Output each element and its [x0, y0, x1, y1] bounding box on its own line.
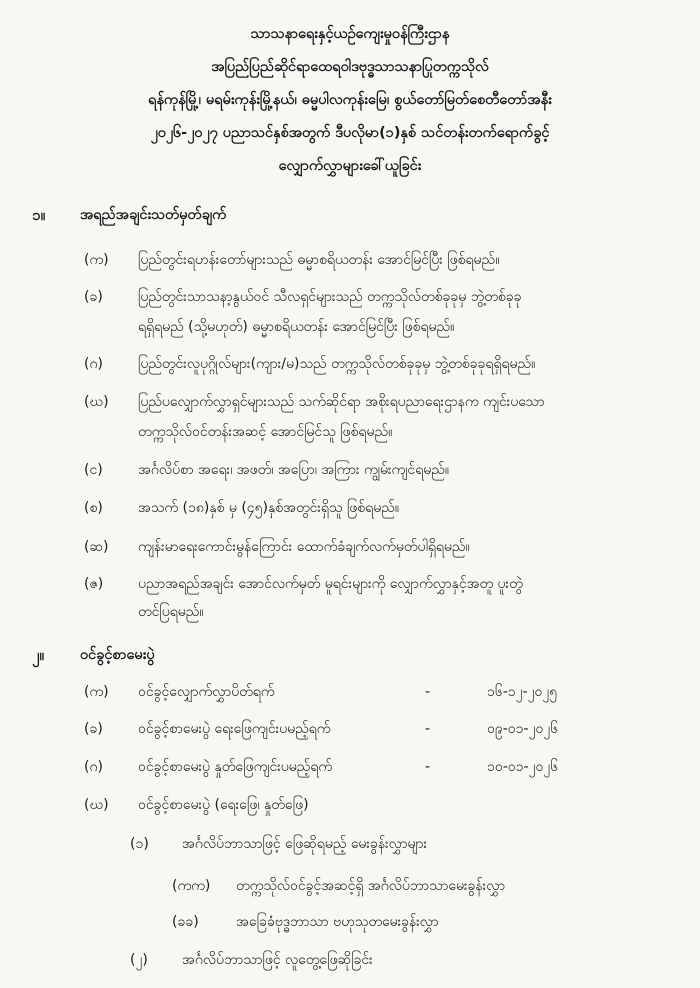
section-2-number: ၂။	[32, 646, 44, 664]
item-text: တင်ပြရမည်။	[138, 604, 204, 620]
schedule-label: (ဂ)	[84, 759, 103, 775]
exam-subsub-text: တက္ကသိုလ်ဝင်ခွင့်အဆင့်ရှိ အင်္ဂလိပ်ဘာသာမေးခွန်းလွှာ	[236, 878, 506, 894]
item-text: ပြည်တွင်းသာသနာ့နွယ်ဝင် သီလရှင်များသည် တက္ကသိုလ်တစ်ခုခုမှ ဘွဲ့တစ်ခုခု	[138, 289, 522, 305]
item-text: ပညာအရည်အချင်း အောင်လက်မှတ် မူရင်းများကို လျှောက်လွှာနှင့်အတူ ပူးတွဲ	[138, 576, 523, 592]
schedule-date: ၀၉-၀၁-၂၀၂၆	[487, 721, 559, 737]
schedule-label: (ခ)	[84, 721, 103, 737]
section-1-title: အရည်အချင်းသတ်မှတ်ချက်	[80, 207, 227, 223]
schedule-date: ၁၆-၁၂-၂၀၂၅	[487, 684, 558, 700]
item-label: (ဂ)	[84, 356, 103, 372]
schedule-dash: -	[425, 759, 431, 775]
item-text: ပြည်တွင်းရဟန်းတော်များသည် ဓမ္မာစရိယတန်း အောင်မြင်ပြီး ဖြစ်ရမည်။	[138, 252, 500, 268]
exam-sub-text: အင်္ဂလိပ်ဘာသာဖြင့် ဖြေဆိုရမည့် မေးခွန်းလွှာများ	[182, 836, 428, 852]
ministry-title: သာသနာရေးနှင့်ယဉ်ကျေးမှုဝန်ကြီးဌာန	[250, 26, 450, 42]
item-label: (ဇ)	[84, 576, 104, 592]
item-label: (က)	[84, 252, 109, 268]
item-text: အသက် (၁၈)နှစ် မှ (၄၅)နှစ်အတွင်းရှိသူ ဖြစ်ရမည်။	[138, 500, 399, 516]
item-text: ကျန်းမာရေးကောင်းမွန်ကြောင်း ထောက်ခံချက်လက်မှတ်ပါရှိရမည်။	[138, 539, 470, 555]
section-1-number: ၁။	[32, 206, 45, 224]
schedule-label: (ဃ)	[84, 797, 109, 813]
announcement-line: ၂၀၂၆-၂၀၂၇ ပညာသင်နှစ်အတွက် ဒီပလိုမာ(၁)နှစ် သင်တန်းတက်ရောက်ခွင့်	[150, 125, 550, 141]
announcement-subject: လျှောက်လွှာများခေါ်ယူခြင်း	[278, 158, 422, 174]
item-text: ရရှိရမည် (သို့မဟုတ်) ဓမ္မာစရိယတန်း အောင်မြင်ပြီး ဖြစ်ရမည်။	[138, 319, 455, 335]
item-label: (ဃ)	[84, 394, 109, 410]
item-label: (ဆ)	[84, 539, 109, 555]
exam-sub-label: (၁)	[130, 836, 149, 852]
schedule-text: ဝင်ခွင့်စာမေးပွဲ နှုတ်ဖြေကျင်းပမည့်ရက်	[138, 759, 333, 775]
item-text: အင်္ဂလိပ်စာ အရေး၊ အဖတ်၊ အပြော၊ အကြား ကျွမ်းကျင်ရမည်။	[138, 462, 450, 478]
exam-sub-text: အင်္ဂလိပ်ဘာသာဖြင့် လူတွေ့ဖြေဆိုခြင်း	[182, 952, 373, 968]
university-title: အပြည်ပြည်ဆိုင်ရာထေရဝါဒဗုဒ္ဓသာသနာပြုတက္ကသိုလ်	[211, 59, 489, 75]
exam-sub-label: (၂)	[130, 952, 148, 968]
schedule-label: (က)	[84, 684, 109, 700]
item-label: (စ)	[84, 500, 103, 516]
item-text: တက္ကသိုလ်ဝင်တန်းအဆင့် အောင်မြင်သူ ဖြစ်ရမည်။	[138, 424, 393, 440]
document-header	[0, 18, 700, 183]
item-label: (င)	[84, 462, 103, 478]
section-2-title: ဝင်ခွင့်စာမေးပွဲ	[80, 647, 155, 663]
item-text: ပြည်ပလျှောက်လွှာရှင်များသည် သက်ဆိုင်ရာ အစိုးရပညာရေးဌာနက ကျင်းပသော	[138, 394, 545, 410]
item-text: ပြည်တွင်းလူပုဂ္ဂိုလ်များ(ကျား/မ)သည် တက္ကသိုလ်တစ်ခုခုမှ ဘွဲ့တစ်ခုခုရရှိရမည်။	[138, 356, 536, 372]
item-label: (ခ)	[84, 289, 103, 305]
exam-subsub-text: အခြေခံဗုဒ္ဓဘာသာ ဗဟုသုတမေးခွန်းလွှာ	[236, 914, 439, 930]
schedule-text: ဝင်ခွင့်စာမေးပွဲ (ရေးဖြေ၊ နှုတ်ဖြေ)	[138, 797, 309, 813]
schedule-text: ဝင်ခွင့်လျှောက်လွှာပိတ်ရက်	[138, 684, 275, 700]
schedule-date: ၁၀-၀၁-၂၀၂၆	[487, 759, 559, 775]
schedule-text: ဝင်ခွင့်စာမေးပွဲ ရေးဖြေကျင်းပမည့်ရက်	[138, 721, 331, 737]
schedule-dash: -	[425, 684, 431, 700]
address-line: ရန်ကုန်မြို့၊ မရမ်းကုန်းမြို့နယ်၊ ဓမ္မပါလကုန်းမြေ၊ စွယ်တော်မြတ်စေတီတော်အနီး	[148, 92, 552, 108]
schedule-dash: -	[425, 721, 431, 737]
exam-subsub-label: (ခခ)	[172, 914, 199, 930]
exam-subsub-label: (ကက)	[172, 878, 211, 894]
